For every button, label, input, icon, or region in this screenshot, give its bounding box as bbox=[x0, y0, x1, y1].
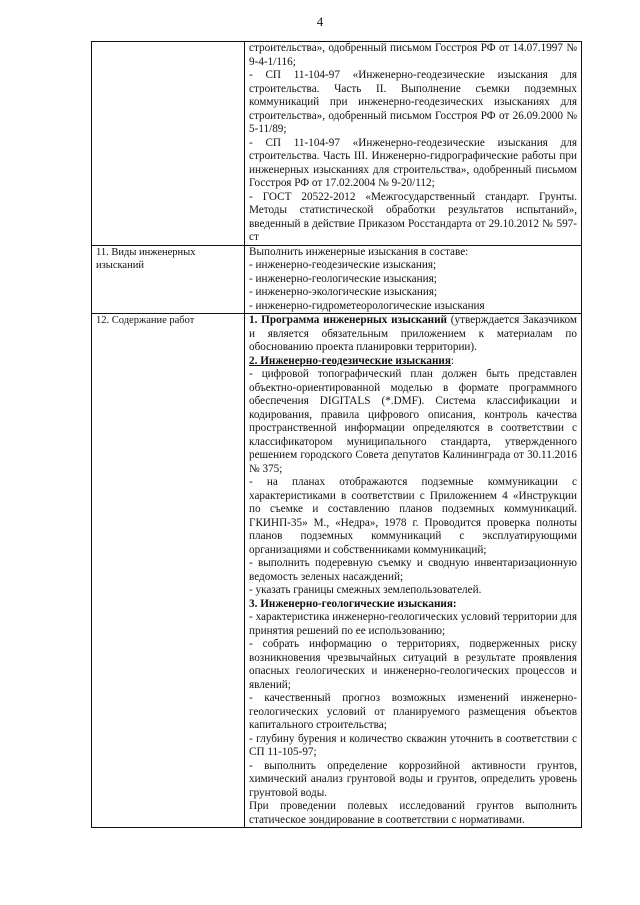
table-row bbox=[92, 245, 582, 314]
standard-item: - СП 11-104-97 «Инженерно-геодезические изыскания для строительства. Часть II. Выполнение съемки подземных коммуникаций при инженерно-геодезических изысканиях для строительства», одобренный письмом Госстроя РФ от 26.09.2000 № 5-11/89; bbox=[249, 69, 577, 135]
geological-heading: 3. Инженерно-геологические изыскания: bbox=[249, 597, 457, 610]
work-content-cell bbox=[245, 314, 582, 828]
field-research-note: При проведении полевых исследований грунтов выполнить статическое зондирование в соответствии с нормативами. bbox=[249, 800, 577, 826]
survey-type-item: - инженерно-геологические изыскания; bbox=[249, 272, 437, 285]
geological-item: - характеристика инженерно-геологических условий территории для принятия решений по ее использованию; bbox=[249, 611, 577, 637]
survey-type-item: - инженерно-экологические изыскания; bbox=[249, 286, 438, 298]
standard-item: - СП 11-104-97 «Инженерно-геодезические изыскания для строительства. Часть III. Инженерно-гидрографические работы при инженерных изысканиях для строительства», одобренный письмом Госстроя РФ от 17.02.2004 № 9-20/112; bbox=[249, 136, 577, 189]
program-paragraph bbox=[249, 314, 577, 355]
geodetic-heading-line bbox=[249, 355, 577, 369]
geological-item: - собрать информацию о территориях, подверженных риску возникновения чрезвычайных ситуаций в результате проявления опасных геологических и инженерно-геологических процессов и явлений; bbox=[249, 638, 577, 691]
survey-types-intro: Выполнить инженерные изыскания в составе: bbox=[249, 245, 469, 258]
requirements-table bbox=[91, 41, 582, 828]
geodetic-item: - выполнить подеревную съемку и сводную инвентаризационную ведомость зеленых насаждений; bbox=[249, 557, 577, 583]
standards-cell bbox=[245, 42, 582, 246]
survey-types-cell bbox=[245, 245, 582, 314]
row-label-empty bbox=[92, 42, 245, 246]
geodetic-heading: 2. Инженерно-геодезические изыскания bbox=[249, 354, 451, 367]
standard-item: строительства», одобренный письмом Госстроя РФ от 14.07.1997 № 9-4-1/116; bbox=[249, 42, 577, 68]
geodetic-item: - указать границы смежных землепользователей. bbox=[249, 584, 482, 596]
page-number: 4 bbox=[316, 14, 324, 29]
program-text: (утверждается Заказчиком и является обязательным приложением к материалам по обоснованию проекта планировки территории). bbox=[249, 314, 577, 353]
geological-item: - качественный прогноз возможных изменений инженерно-геологических условий от планируемого размещения объектов капитального строительства; bbox=[249, 692, 577, 731]
row-label-work-content: 12. Содержание работ bbox=[92, 314, 245, 828]
row-label-survey-types: 11. Виды инженерных изысканий bbox=[92, 245, 245, 314]
geodetic-item: - на планах отображаются подземные коммуникации с характеристиками в соответствии с Приложением 4 «Инструкции по съемке и составлению планов подземных коммуникаций. ГКИНП-35» М., «Недра», 1978 г. Проводится проверка полноты планов подземных коммуникаций с эксплуатирующими организациями и собственниками коммуникаций; bbox=[249, 476, 577, 556]
table-row bbox=[92, 42, 582, 246]
geological-item: - выполнить определение коррозийной активности грунтов, химический анализ грунтовой воды и грунтов, определить уровень грунтовой воды. bbox=[249, 759, 577, 799]
geodetic-item: - цифровой топографический план должен быть представлен объектно-ориентированной моделью в формате программного обеспечения DIGITALS (*.DMF). Система классификации и кодирования, правила цифрового описания, контроль качества пространственной информации определяются в соответствии с классификатором муниципального стандарта, утвержденного решением городского Совета депутатов Калининграда от 30.11.2016 № 375; bbox=[249, 368, 577, 475]
program-heading: 1. Программа инженерных изысканий bbox=[249, 314, 447, 326]
table-row bbox=[92, 314, 582, 828]
geodetic-heading-colon: : bbox=[450, 354, 454, 367]
geological-item: - глубину бурения и количество скважин уточнить в соответствии с СП 11-105-97; bbox=[249, 732, 577, 758]
standard-item: - ГОСТ 20522-2012 «Межгосударственный стандарт. Грунты. Методы статистической обработки результатов испытаний», введенный в действие Приказом Росстандарта от 29.10.2012 № 597-ст bbox=[249, 190, 577, 243]
survey-type-item: - инженерно-геодезические изыскания; bbox=[249, 259, 437, 271]
survey-type-item: - инженерно-гидрометеорологические изыскания bbox=[249, 299, 485, 312]
